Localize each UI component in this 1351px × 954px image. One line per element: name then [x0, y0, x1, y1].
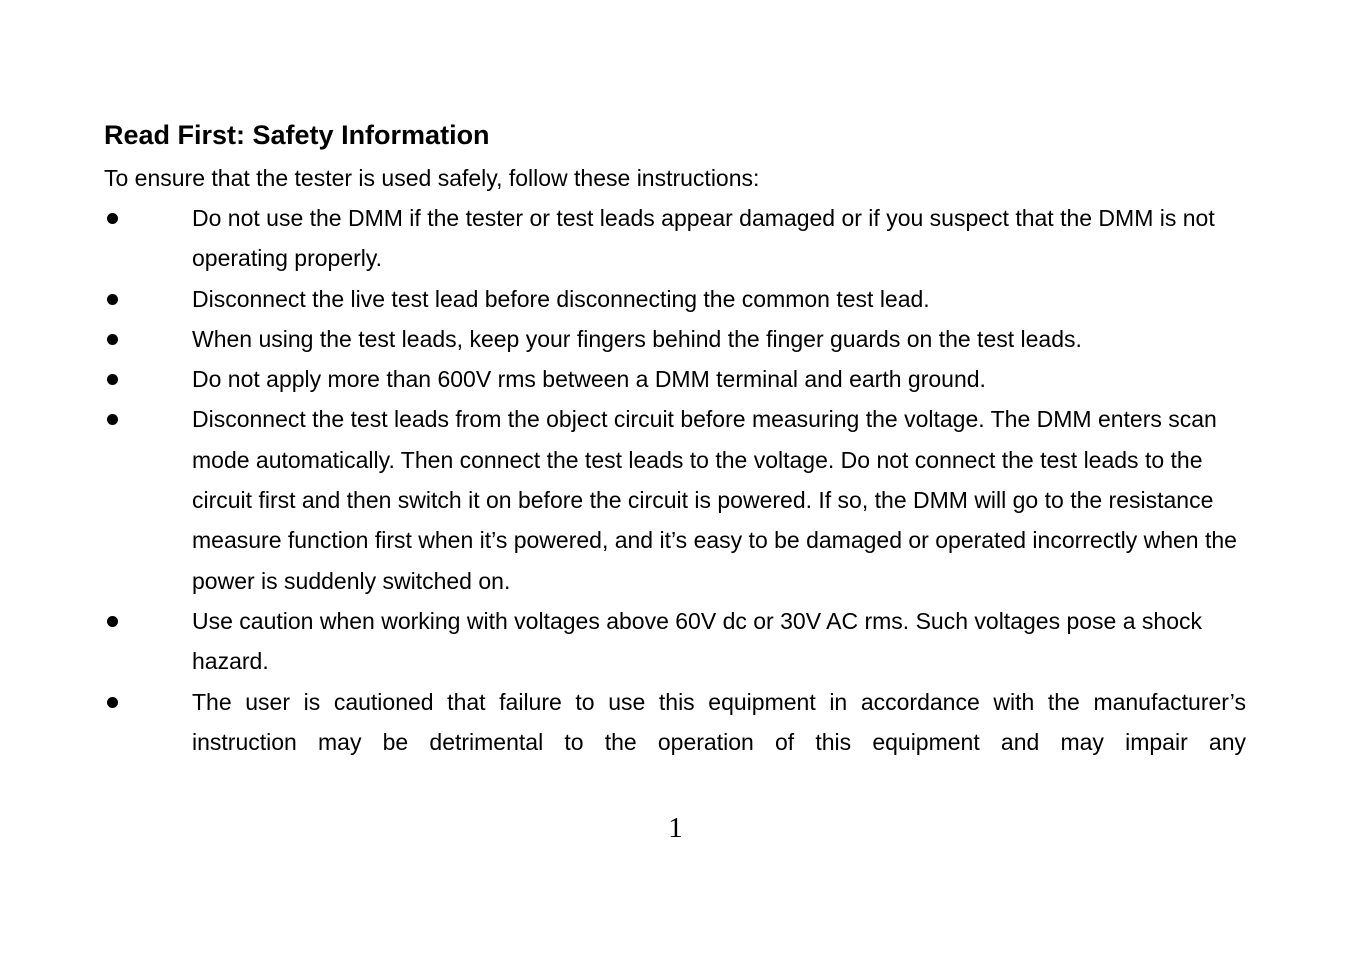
list-item-text: Do not apply more than 600V rms between a DMM terminal and earth ground.: [192, 366, 986, 393]
list-item-text: Disconnect the test leads from the object circuit before measuring the voltage. The DMM enters scan mode automatically. Then connect the test leads to the voltage. Do not connect the test leads to the circuit first and then switch it on before the circuit is powered. If so, the DMM will go to the resistance measure function first when it’s powered, and it’s easy to be damaged or operated incorrectly when the power is suddenly switched on.: [192, 406, 1237, 594]
list-item: [104, 359, 1246, 399]
list-item: [104, 682, 1246, 763]
list-item-text: Use caution when working with voltages above 60V dc or 30V AC rms. Such voltages pose a shock hazard.: [192, 607, 1202, 675]
bullet-icon: [107, 213, 118, 224]
bullet-icon: [107, 374, 118, 385]
list-item: [104, 198, 1246, 279]
list-item: [104, 601, 1246, 682]
page-title: Read First: Safety Information: [104, 120, 490, 150]
list-item: [104, 279, 1246, 319]
list-item-text: Do not use the DMM if the tester or test leads appear damaged or if you suspect that the DMM is not operating properly.: [192, 205, 1215, 272]
list-item: [104, 319, 1246, 359]
bullet-icon: [107, 414, 118, 425]
bullet-icon: [107, 294, 118, 305]
safety-instructions-list: [104, 198, 1246, 762]
bullet-icon: [107, 616, 118, 627]
bullet-icon: [107, 334, 118, 345]
intro-text: To ensure that the tester is used safely, follow these instructions:: [104, 165, 760, 191]
list-item: [104, 399, 1246, 600]
bullet-icon: [107, 697, 118, 708]
list-item-text: When using the test leads, keep your fingers behind the finger guards on the test leads.: [192, 325, 1082, 352]
list-item-text: Disconnect the live test lead before disconnecting the common test lead.: [192, 285, 930, 312]
page-number: 1: [668, 812, 683, 844]
list-item-text: The user is cautioned that failure to use this equipment in accordance with the manufacturer’s instruction may be detrimental to the operation of this equipment and may impair any: [192, 688, 1246, 755]
